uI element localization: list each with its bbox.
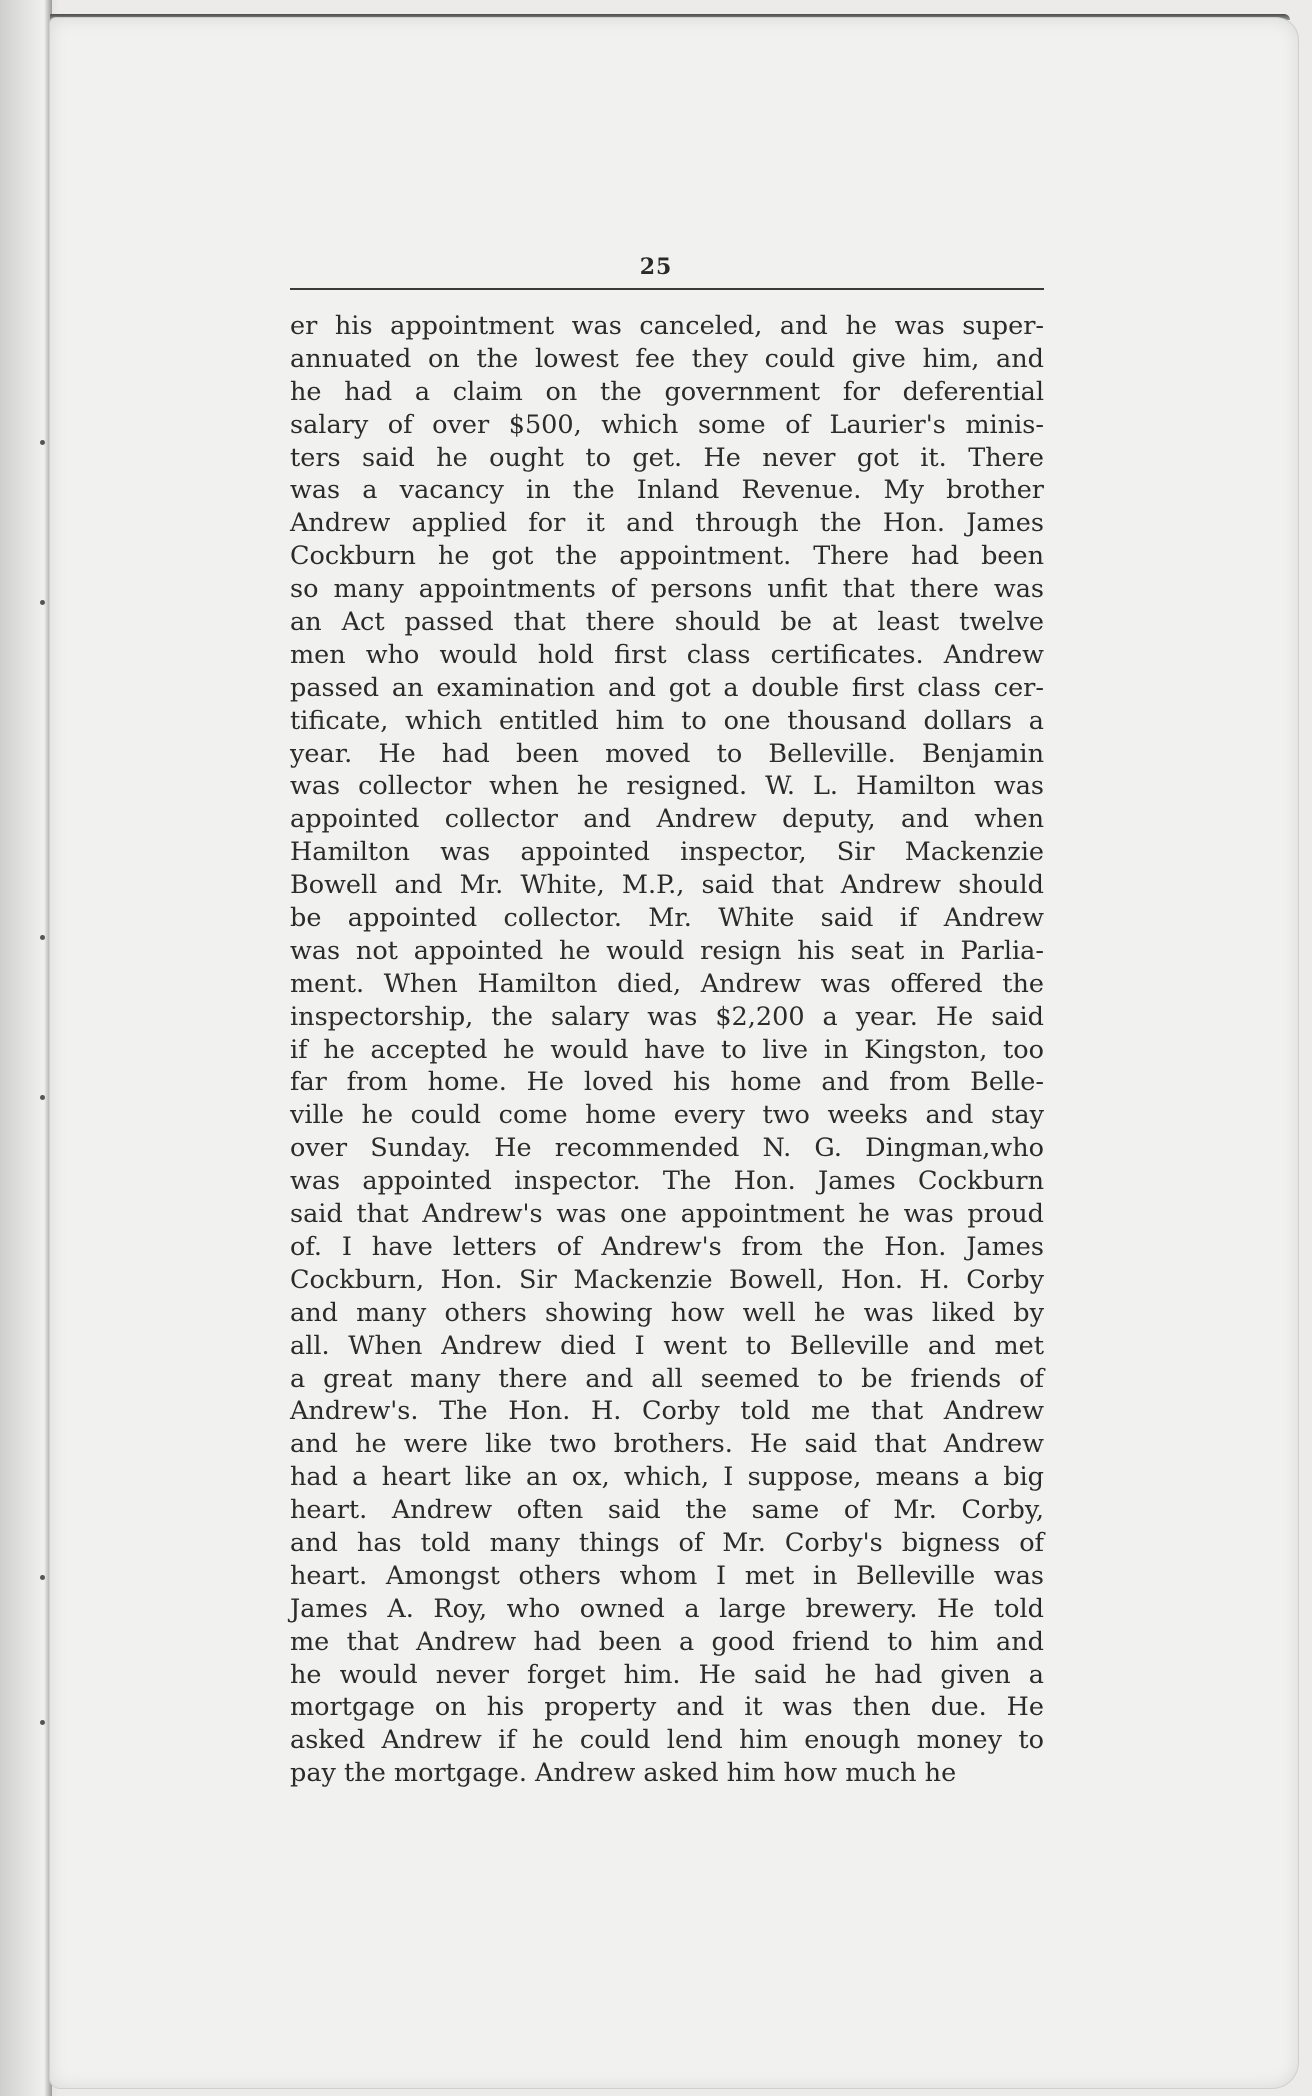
text-line: ment. When Hamilton died, Andrew was offered the bbox=[290, 968, 1044, 999]
text-line: had a heart like an ox, which, I suppose, means a big bbox=[290, 1462, 1044, 1493]
margin-speck bbox=[40, 1575, 45, 1580]
text-line: me that Andrew had been a good friend to him and bbox=[290, 1626, 1044, 1657]
text-line: pay the mortgage. Andrew asked him how much he bbox=[290, 1758, 957, 1789]
body-text bbox=[290, 310, 1044, 1790]
header-rule bbox=[290, 288, 1044, 290]
text-line: asked Andrew if he could lend him enough money to bbox=[290, 1725, 1044, 1756]
text-line: he would never forget him. He said he had given a bbox=[290, 1659, 1044, 1690]
text-line: heart. Amongst others whom I met in Belleville was bbox=[290, 1560, 1044, 1591]
previous-page-edge bbox=[0, 0, 52, 2096]
text-line: was appointed inspector. The Hon. James Cockburn bbox=[290, 1166, 1044, 1197]
text-line: Andrew's. The Hon. H. Corby told me that Andrew bbox=[290, 1396, 1044, 1427]
margin-speck bbox=[40, 935, 45, 940]
margin-speck bbox=[40, 600, 45, 605]
text-line: men who would hold first class certificates. Andrew bbox=[290, 639, 1044, 670]
text-line: and many others showing how well he was liked by bbox=[290, 1297, 1044, 1328]
margin-speck bbox=[40, 440, 45, 445]
text-line: ville he could come home every two weeks and stay bbox=[290, 1100, 1044, 1131]
text-line: year. He had been moved to Belleville. Benjamin bbox=[290, 738, 1044, 769]
text-line: heart. Andrew often said the same of Mr. Corby, bbox=[290, 1495, 1044, 1526]
text-line: be appointed collector. Mr. White said if Andrew bbox=[290, 903, 1044, 934]
text-line: a great many there and all seemed to be friends of bbox=[290, 1363, 1044, 1394]
text-line: ters said he ought to get. He never got it. There bbox=[290, 442, 1044, 473]
text-line: was a vacancy in the Inland Revenue. My brother bbox=[290, 475, 1044, 506]
text-line: and he were like two brothers. He said that Andrew bbox=[290, 1429, 1044, 1460]
text-line: er his appointment was canceled, and he was super- bbox=[290, 311, 1044, 341]
text-line: over Sunday. He recommended N. G. Dingman,who bbox=[290, 1133, 1044, 1164]
text-line: salary of over $500, which some of Laurier's minis- bbox=[290, 409, 1044, 440]
text-line: and has told many things of Mr. Corby's bigness of bbox=[290, 1527, 1044, 1558]
margin-speck bbox=[40, 1095, 45, 1100]
text-line: far from home. He loved his home and from Belle- bbox=[290, 1067, 1044, 1098]
text-line: was collector when he resigned. W. L. Hamilton was bbox=[290, 771, 1044, 802]
text-line: Cockburn, Hon. Sir Mackenzie Bowell, Hon. H. Corby bbox=[290, 1264, 1044, 1295]
text-line: said that Andrew's was one appointment he was proud bbox=[290, 1199, 1044, 1230]
text-line: Cockburn he got the appointment. There had been bbox=[290, 541, 1044, 572]
text-line: tificate, which entitled him to one thousand dollars a bbox=[290, 705, 1044, 736]
page-number: 25 bbox=[639, 254, 673, 280]
text-line: was not appointed he would resign his seat in Parlia- bbox=[290, 935, 1044, 966]
text-line: James A. Roy, who owned a large brewery. He told bbox=[290, 1593, 1044, 1624]
text-line: of. I have letters of Andrew's from the Hon. James bbox=[290, 1231, 1044, 1262]
text-line: passed an examination and got a double first class cer- bbox=[290, 672, 1044, 703]
text-line: Hamilton was appointed inspector, Sir Mackenzie bbox=[290, 837, 1044, 868]
text-line: if he accepted he would have to live in Kingston, too bbox=[290, 1034, 1044, 1065]
text-line: annuated on the lowest fee they could give him, and bbox=[290, 343, 1044, 374]
text-line: inspectorship, the salary was $2,200 a year. He said bbox=[290, 1001, 1044, 1032]
text-line: so many appointments of persons unfit that there was bbox=[290, 574, 1044, 605]
text-line: an Act passed that there should be at least twelve bbox=[290, 607, 1044, 638]
text-line: Andrew applied for it and through the Hon. James bbox=[290, 508, 1044, 539]
text-line: mortgage on his property and it was then due. He bbox=[290, 1692, 1044, 1723]
text-line: Bowell and Mr. White, M.P., said that Andrew should bbox=[290, 870, 1044, 901]
text-line: all. When Andrew died I went to Belleville and met bbox=[290, 1330, 1044, 1361]
text-line: he had a claim on the government for deferential bbox=[290, 376, 1044, 407]
margin-speck bbox=[40, 1720, 45, 1725]
text-line: appointed collector and Andrew deputy, and when bbox=[290, 804, 1044, 835]
